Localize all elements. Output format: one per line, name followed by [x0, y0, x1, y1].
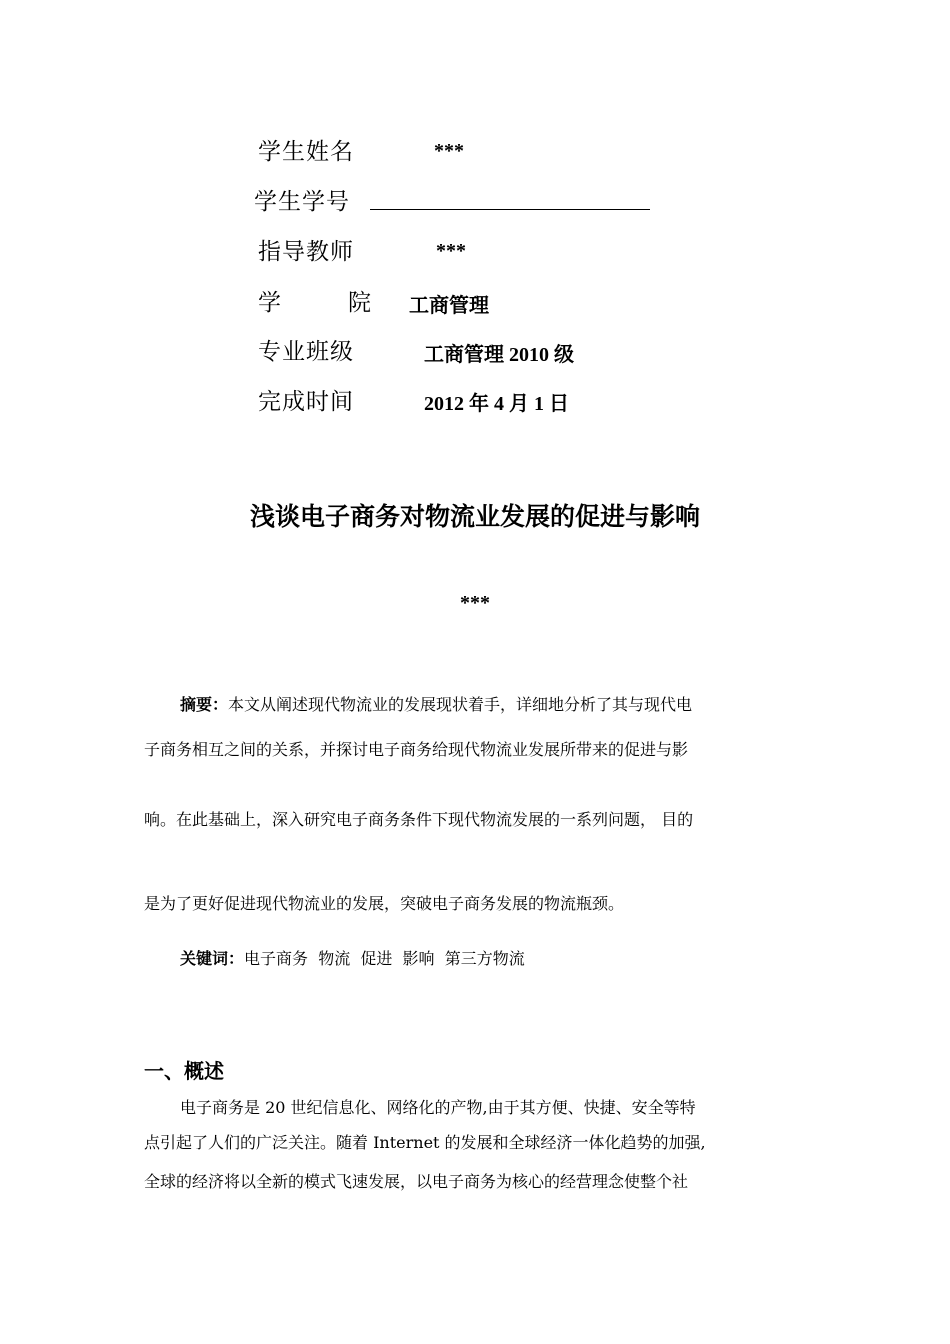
- college-value: 工商管理: [409, 295, 489, 317]
- student-id-label: 学生学号: [254, 189, 350, 215]
- keywords-value: 电子商务 物流 促进 影响 第三方物流: [244, 949, 525, 968]
- section-1-line-2: 点引起了人们的广泛关注。随着 Internet 的发展和全球经济一体化趋势的加强,: [144, 1133, 706, 1152]
- college-label: 学 院: [258, 290, 393, 316]
- date-label: 完成时间: [258, 389, 354, 415]
- abstract-line-2: 子商务相互之间的关系，并探讨电子商务给现代物流业发展所带来的促进与影: [144, 740, 689, 759]
- student-name-label: 学生姓名: [258, 139, 354, 165]
- section-1-line-3: 全球的经济将以全新的模式飞速发展，以电子商务为核心的经营理念使整个社: [144, 1172, 689, 1191]
- paper-title: 浅谈电子商务对物流业发展的促进与影响: [249, 502, 700, 531]
- abstract-line-1: 摘要：本文从阐述现代物流业的发展现状着手，详细地分析了其与现代电: [180, 695, 693, 714]
- class-label: 专业班级: [258, 339, 354, 365]
- paper-author: ***: [460, 592, 490, 614]
- section-1-heading: 一、概述: [144, 1059, 224, 1083]
- abstract-line-4: 是为了更好促进现代物流业的发展，突破电子商务发展的物流瓶颈。: [144, 894, 625, 913]
- advisor-value: ***: [436, 240, 466, 262]
- class-value: 工商管理 2010 级: [424, 344, 574, 366]
- date-value: 2012 年 4 月 1 日: [424, 393, 569, 415]
- student-id-underline: [370, 209, 650, 210]
- abstract-line-3: 响。在此基础上，深入研究电子商务条件下现代物流发展的一系列问题， 目的: [144, 810, 694, 829]
- keywords-line: [180, 946, 525, 969]
- section-1-line-1: 电子商务是 20 世纪信息化、网络化的产物,由于其方便、快捷、安全等特: [180, 1098, 696, 1117]
- advisor-label: 指导教师: [258, 239, 354, 265]
- student-name-value: ***: [434, 140, 464, 162]
- keywords-label: 关键词：: [180, 949, 245, 968]
- abstract-label: 摘要：: [180, 695, 229, 714]
